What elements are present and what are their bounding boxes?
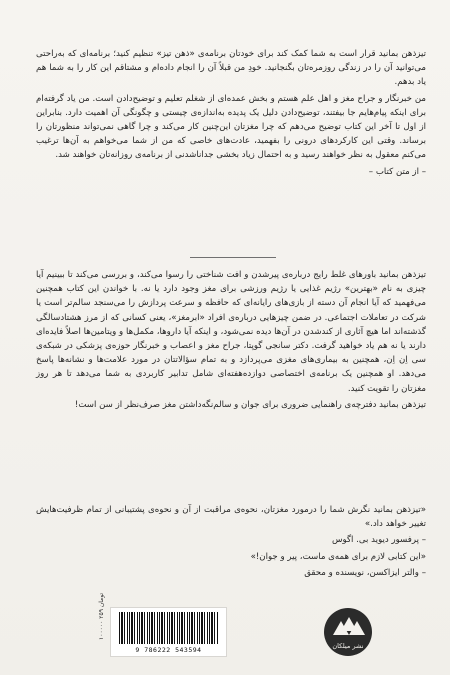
section-divider <box>190 257 276 258</box>
endorsements <box>36 503 426 582</box>
book-description <box>36 268 426 414</box>
endorsement-author: – والتر ایزاکسن، نویسنده و محقق <box>304 567 426 578</box>
paragraph: تیزذهن بمانید دفترچه‌ی راهنمایی ضروری برای جوان و سالم‌نگه‌داشتن مغز صرف‌نظر از سن است! <box>74 399 426 410</box>
isbn-barcode <box>110 607 227 657</box>
excerpt-source: – از متن کتاب – <box>368 166 426 177</box>
intro-excerpt <box>36 47 426 181</box>
publisher-name: نشر میلکان <box>332 642 364 650</box>
endorsement-quote: «این کتابی لازم برای همه‌ی ماست، پیر و جوان!» <box>250 551 426 562</box>
mountain-icon <box>349 621 365 635</box>
publisher-logo <box>324 608 372 656</box>
endorsement-quote: «تیزذهن بمانید نگرش شما را درمورد مغزتان، نحوه‌ی مراقبت از آن و نحوه‌ی پشتیبانی از تمام ظرفیت‌هایش تغییر خواهد داد.» <box>36 505 426 530</box>
paragraph: تیزذهن بمانید قرار است به شما کمک کند برای خودتان برنامه‌ی «ذهن تیز» تنظیم کنید؛ برنامه‌ای که به‌راحتی می‌توانید آن را در زندگی روزمره‌تان بگنجانید. خودِ من قبلاً آن را انجام داده‌ام و مشتاقم این کار را به شما هم یاد بدهم. <box>36 49 426 88</box>
paragraph: من خبرنگار و جراح مغز و اهل علم هستم و بخش عمده‌ای از شغلم تعلیم و توضیح‌دادن است. من یاد گرفته‌ام برای اینکه پیام‌هایم جا بیفتند، توضیح‌دادن دلیل یک پدیده به‌اندازه‌ی چیستی و چگونگی آن اهمیت دارد. بنابراین از اول تا آخر این کتاب توضیح می‌دهم که چرا مغزتان این‌چنین کار می‌کند و چرا گاهی نمی‌تواند منظورتان را برساند. وقتی این کارکردهای درونی را بفهمید، عادت‌های خاصی که من از شما می‌خواهم به آن‌ها ترغیب می‌کنم معقول به نظر خواهند رسید و به احتمال زیاد بخشی جداناشدنی از برنامه‌ی روزانه‌تان خواهند شد. <box>36 93 426 161</box>
price-text: ۱۰۰۰۰۰ ۲۵۹ تومان <box>98 592 105 640</box>
paragraph: تیزذهن بمانید باورهای غلط رایج درباره‌ی پیرشدن و افت شناختی را رسوا می‌کند، و بررسی می‌کند تا ببینیم آیا چیزی به نام «بهترین» رژیم غذایی یا رژیم ورزشی برای مغز وجود دارد یا نه. با خواندن این کتاب همچنین می‌فهمید که آیا انجام آن دسته از بازی‌های رایانه‌ای که حافظه و سرعت پردازش را می‌سنجد سالم‌تر است یا شرکت در تعاملات اجتماعی. در ضمن چیزهایی درباره‌ی افراد «ابرمغز»، یعنی کسانی که از مرز هشتادسالگی گذشته‌اند اما هیچ آثاری از کندشدن در آن‌ها دیده نمی‌شود، و اینکه آیا داروها، مکمل‌ها و ویتامین‌ها اصلاً فایده‌ای دارند یا نه هم یاد خواهید گرفت. دکتر سانجی گوپتا، جراح مغز و اعصاب و خبرنگار حوزه‌ی پزشکی در شبکه‌ی سی اِن اِن، همچنین به بیماری‌های مغزی می‌پردازد و به تمام سؤالاتتان در مورد علامت‌ها و نشانه‌ها پاسخ می‌دهد. او همچنین یک برنامه‌ی اختصاصی دوازده‌هفته‌ای شامل تدابیر کاربردی به شما می‌دهد تا هر روز مغزتان را تقویت کنید. <box>36 270 426 394</box>
endorsement-author: – پرفسور دیوید بی. اگوس <box>332 535 426 546</box>
barcode-bars <box>119 612 218 644</box>
barcode-number: 9 786222 543594 <box>135 646 202 654</box>
